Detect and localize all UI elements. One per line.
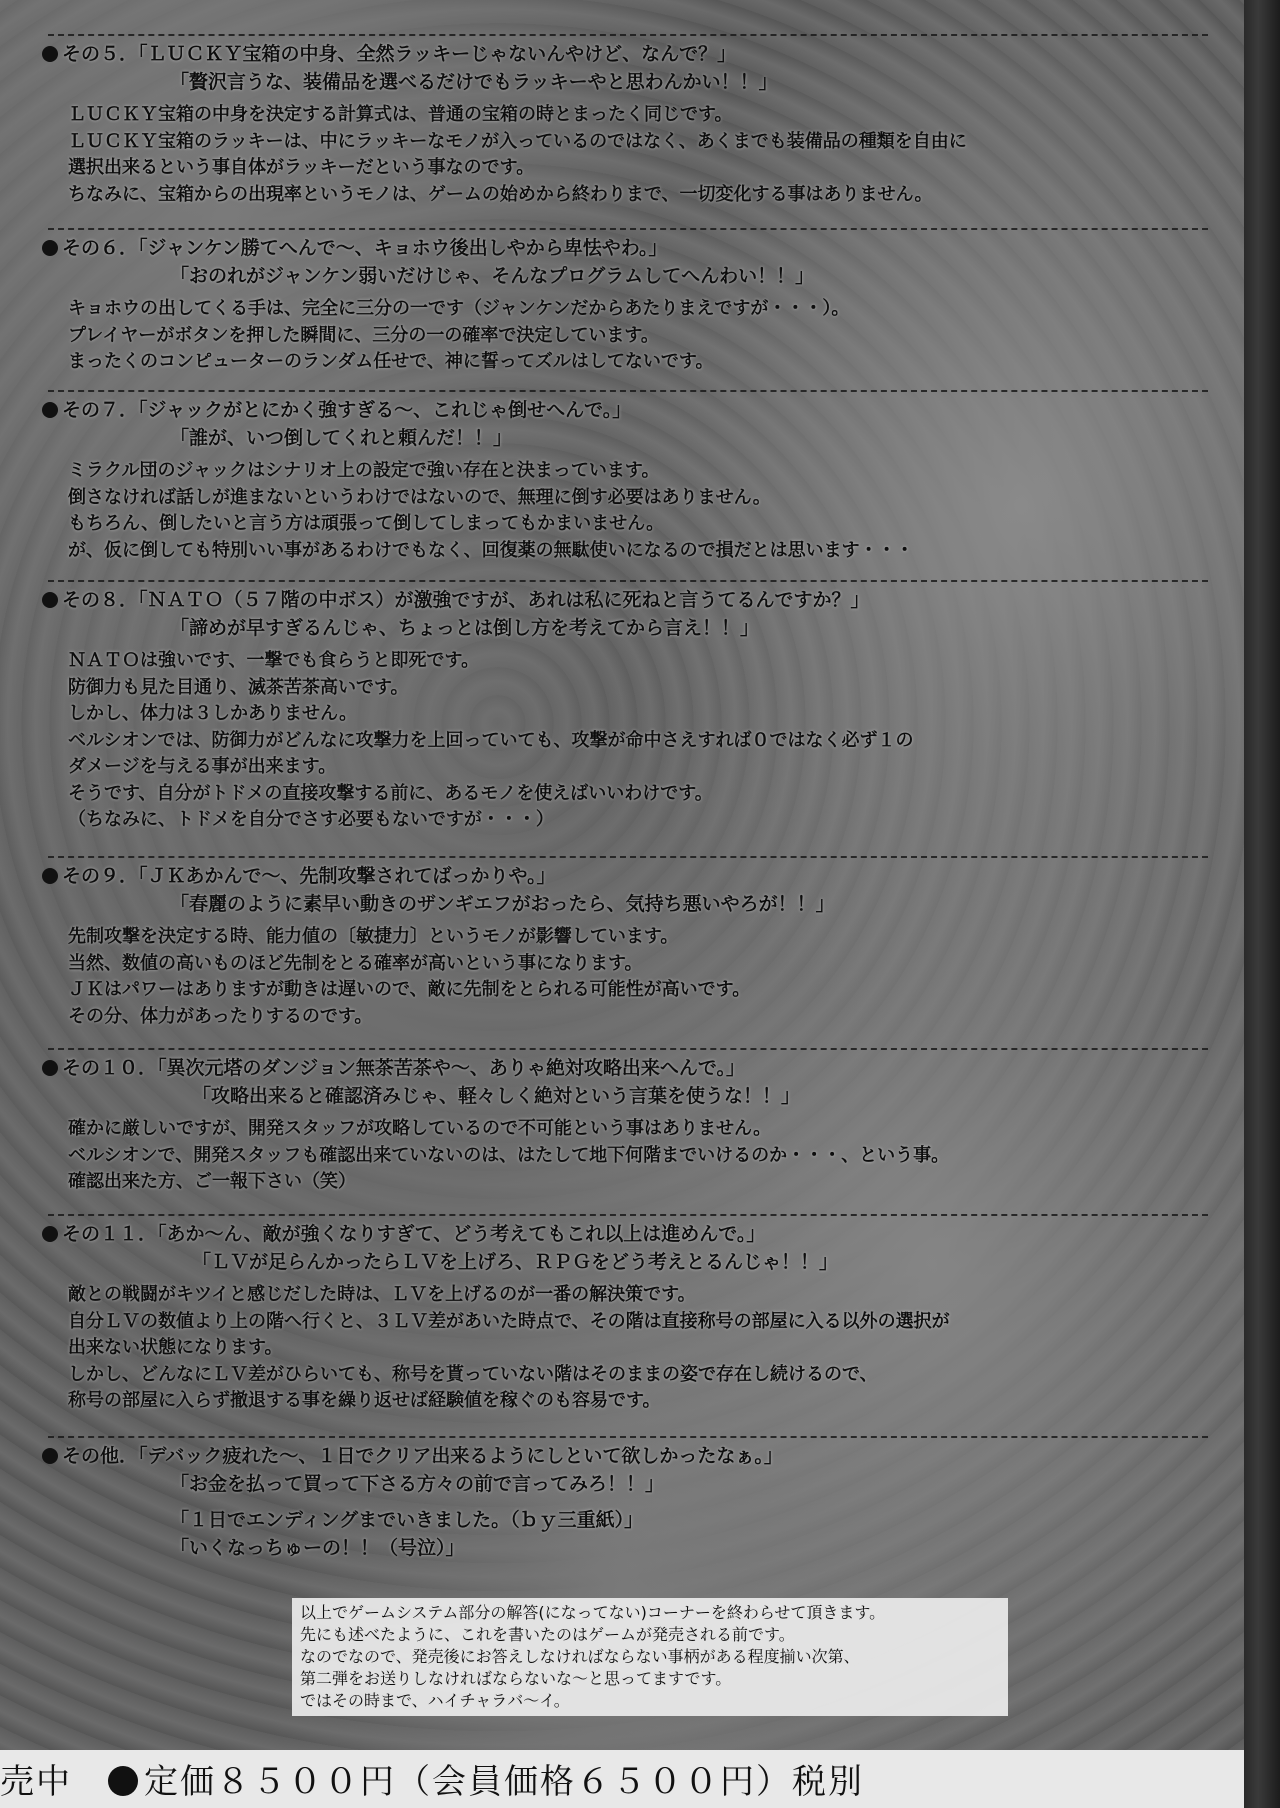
body-line: ちなみに、宝箱からの出現率というモノは、ゲームの始めから終わりまで、一切変化する事はありません。: [68, 183, 933, 205]
separator: [48, 34, 1208, 36]
bullet-icon: [42, 402, 58, 418]
answer-line: 「ＬＶが足らんかったらＬＶを上げろ、ＲＰＧをどう考えとるんじゃ！！」: [192, 1251, 839, 1273]
separator: [48, 580, 1208, 582]
faq-section-5: [42, 40, 1212, 208]
bullet-icon: [42, 1060, 58, 1076]
question-line: その他．「デバック疲れた～、１日でクリア出来るようにしといて欲しかったなぁ。」: [42, 1442, 1212, 1470]
body-line: 倒さなければ話しが進まないというわけではないので、無理に倒す必要はありません。: [68, 486, 771, 508]
body-line: まったくのコンピューターのランダム任せで、神に誓ってズルはしてないです。: [68, 351, 714, 372]
closing-line: 先にも述べたように、これを書いたのはゲームが発売される前です。: [300, 1625, 795, 1644]
answer-line: 「春麗のように素早い動きのザンギエフがおったら、気持ち悪いやろが！！」: [170, 893, 835, 915]
body-line: プレイヤーがボタンを押した瞬間に、三分の一の確率で決定しています。: [68, 324, 659, 346]
bullet-icon: [108, 1766, 138, 1796]
faq-section-6: [42, 234, 1212, 376]
answer-line: 「おのれがジャンケン弱いだけじゃ、そんなプログラムしてへんわい！！」: [170, 265, 815, 287]
body-line: そうです、自分がトドメの直接攻撃する前に、あるモノを使えばいいわけです。: [68, 782, 713, 804]
body-line: 確かに厳しいですが、開発スタッフが攻略しているので不可能という事はありません。: [68, 1118, 772, 1139]
closing-line: ではその時まで、ハイチャラバ～イ。: [300, 1691, 570, 1710]
separator: [48, 1436, 1208, 1438]
question-line: その７．「ジャックがとにかく強すぎる～、これじゃ倒せへんで。」: [42, 396, 1212, 424]
bullet-icon: [42, 46, 58, 62]
body-line: もちろん、倒したいと言う方は頑張って倒してしまってもかまいません。: [68, 513, 665, 534]
answer-line: 「お金を払って買って下さる方々の前で言ってみろ！！」: [170, 1473, 665, 1495]
question-line: その６．「ジャンケン勝てへんで～、キョホウ後出しやから卑怯やわ。」: [42, 234, 1212, 262]
bullet-icon: [42, 868, 58, 884]
question-line: その１１．「あか～ん、敵が強くなりすぎて、どう考えてもこれ以上は進めんで。」: [42, 1220, 1212, 1248]
body-line: ダメージを与える事が出来ます。: [68, 756, 337, 777]
answer-line: 「攻略出来ると確認済みじゃ、軽々しく絶対という言葉を使うな！！」: [192, 1085, 801, 1107]
bullet-icon: [42, 240, 58, 256]
question-line: その１０．「異次元塔のダンジョン無茶苦茶や～、ありゃ絶対攻略出来へんで。」: [42, 1054, 1212, 1082]
body-line: その分、体力があったりするのです。: [68, 1005, 373, 1027]
body-line: が、仮に倒しても特別いい事があるわけでもなく、回復薬の無駄使いになるので損だとは思います・・・: [68, 539, 914, 561]
question-line: その９．「ＪＫあかんで～、先制攻撃されてばっかりや。」: [42, 862, 1212, 890]
body-line: しかし、どんなにＬＶ差がひらいても、称号を貰っていない階はそのままの姿で存在し続けるので、: [68, 1363, 878, 1385]
answer-line: 「１日でエンディングまでいきました。（ｂｙ三重紙）」: [170, 1509, 644, 1531]
bullet-icon: [42, 1448, 58, 1464]
closing-note: [292, 1598, 1008, 1716]
question-line: その５．「ＬＵＣＫＹ宝箱の中身、全然ラッキーじゃないんやけど、なんで？」: [42, 40, 1212, 68]
faq-section-7: [42, 396, 1212, 564]
bullet-icon: [42, 1226, 58, 1242]
bullet-icon: [42, 592, 58, 608]
sale-label: 売中: [0, 1762, 72, 1802]
separator: [48, 856, 1208, 858]
answer-line: 「いくなっちゅーの！！（号泣）」: [170, 1537, 465, 1559]
closing-line: 第二弾をお送りしなければならないな～と思ってますです。: [300, 1669, 732, 1688]
page-edge-border: [1244, 0, 1280, 1808]
body-line: ＮＡＴＯは強いです、一撃でも食らうと即死です。: [68, 650, 480, 671]
answer-body: [42, 1282, 1212, 1415]
answer-body: [42, 102, 1212, 208]
separator: [48, 390, 1208, 392]
answer-body: [42, 924, 1212, 1030]
separator: [48, 1214, 1208, 1216]
separator: [48, 1048, 1208, 1050]
body-line: ＬＵＣＫＹ宝箱の中身を決定する計算式は、普通の宝箱の時とまったく同じです。: [68, 104, 733, 125]
answer-line: 「誰が、いつ倒してくれと頼んだ！！」: [170, 427, 513, 449]
body-line: ベルシオンで、開発スタッフも確認出来ていないのは、はたして地下何階までいけるのか・・・、という事。: [68, 1144, 950, 1166]
body-line: 選択出来るという事自体がラッキーだという事なのです。: [68, 157, 535, 178]
answer-body: [42, 296, 1212, 376]
body-line: ベルシオンでは、防御力がどんなに攻撃力を上回っていても、攻撃が命中さえすれば０ではなく必ず１の: [68, 729, 914, 751]
body-line: 確認出来た方、ご一報下さい（笑）: [68, 1171, 356, 1192]
price-line: [0, 1762, 864, 1802]
faq-section-10: [42, 1054, 1212, 1196]
faq-section-8: [42, 586, 1212, 834]
closing-line: なのでなので、発売後にお答えしなければならない事柄がある程度揃い次第、: [300, 1647, 860, 1666]
answer-line: 「諦めが早すぎるんじゃ、ちょっとは倒し方を考えてから言え！！」: [170, 617, 760, 639]
body-line: 当然、数値の高いものほど先制をとる確率が高いという事になります。: [68, 952, 643, 974]
answer-body: [42, 458, 1212, 564]
body-line: キョホウの出してくる手は、完全に三分の一です（ジャンケンだからあたりまえですが・・・）。: [68, 298, 850, 319]
body-line: ミラクル団のジャックはシナリオ上の設定で強い存在と決まっています。: [68, 460, 660, 481]
body-line: ＬＵＣＫＹ宝箱のラッキーは、中にラッキーなモノが入っているのではなく、あくまでも装備品の種類を自由に: [68, 130, 967, 152]
body-line: 敵との戦闘がキツイと感じだした時は、ＬＶを上げるのが一番の解決策です。: [68, 1284, 696, 1305]
body-line: 称号の部屋に入らず撤退する事を繰り返せば経験値を稼ぐのも容易です。: [68, 1390, 661, 1411]
body-line: 防御力も見た目通り、滅茶苦茶高いです。: [68, 676, 409, 698]
answer-body: [42, 1116, 1212, 1196]
body-line: 自分ＬＶの数値より上の階へ行くと、３ＬＶ差があいた時点で、その階は直接称号の部屋に入る以外の選択が: [68, 1310, 950, 1332]
price-value: 定価８５００円（会員価格６５００円）税別: [144, 1762, 864, 1802]
separator: [48, 228, 1208, 230]
question-line: その８．「ＮＡＴＯ（５７階の中ボス）が激強ですが、あれは私に死ねと言うてるんですか？」: [42, 586, 1212, 614]
body-line: （ちなみに、トドメを自分でさす必要もないですが・・・）: [68, 809, 554, 830]
body-line: しかし、体力は３しかありません。: [68, 703, 358, 724]
closing-line: 以上でゲームシステム部分の解答(になってない)コーナーを終わらせて頂きます。: [300, 1603, 886, 1622]
answer-line: 「贅沢言うな、装備品を選べるだけでもラッキーやと思わんかい！！」: [170, 71, 778, 93]
body-line: 先制攻撃を決定する時、能力値の〔敏捷力〕というモノが影響しています。: [68, 926, 679, 947]
faq-section-11: [42, 1220, 1212, 1415]
answer-body: [42, 648, 1212, 834]
faq-section-9: [42, 862, 1212, 1030]
faq-section-other: [42, 1442, 1212, 1562]
body-line: ＪＫはパワーはありますが動きは遅いので、敵に先制をとられる可能性が高いです。: [68, 979, 751, 1000]
body-line: 出来ない状態になります。: [68, 1337, 283, 1358]
